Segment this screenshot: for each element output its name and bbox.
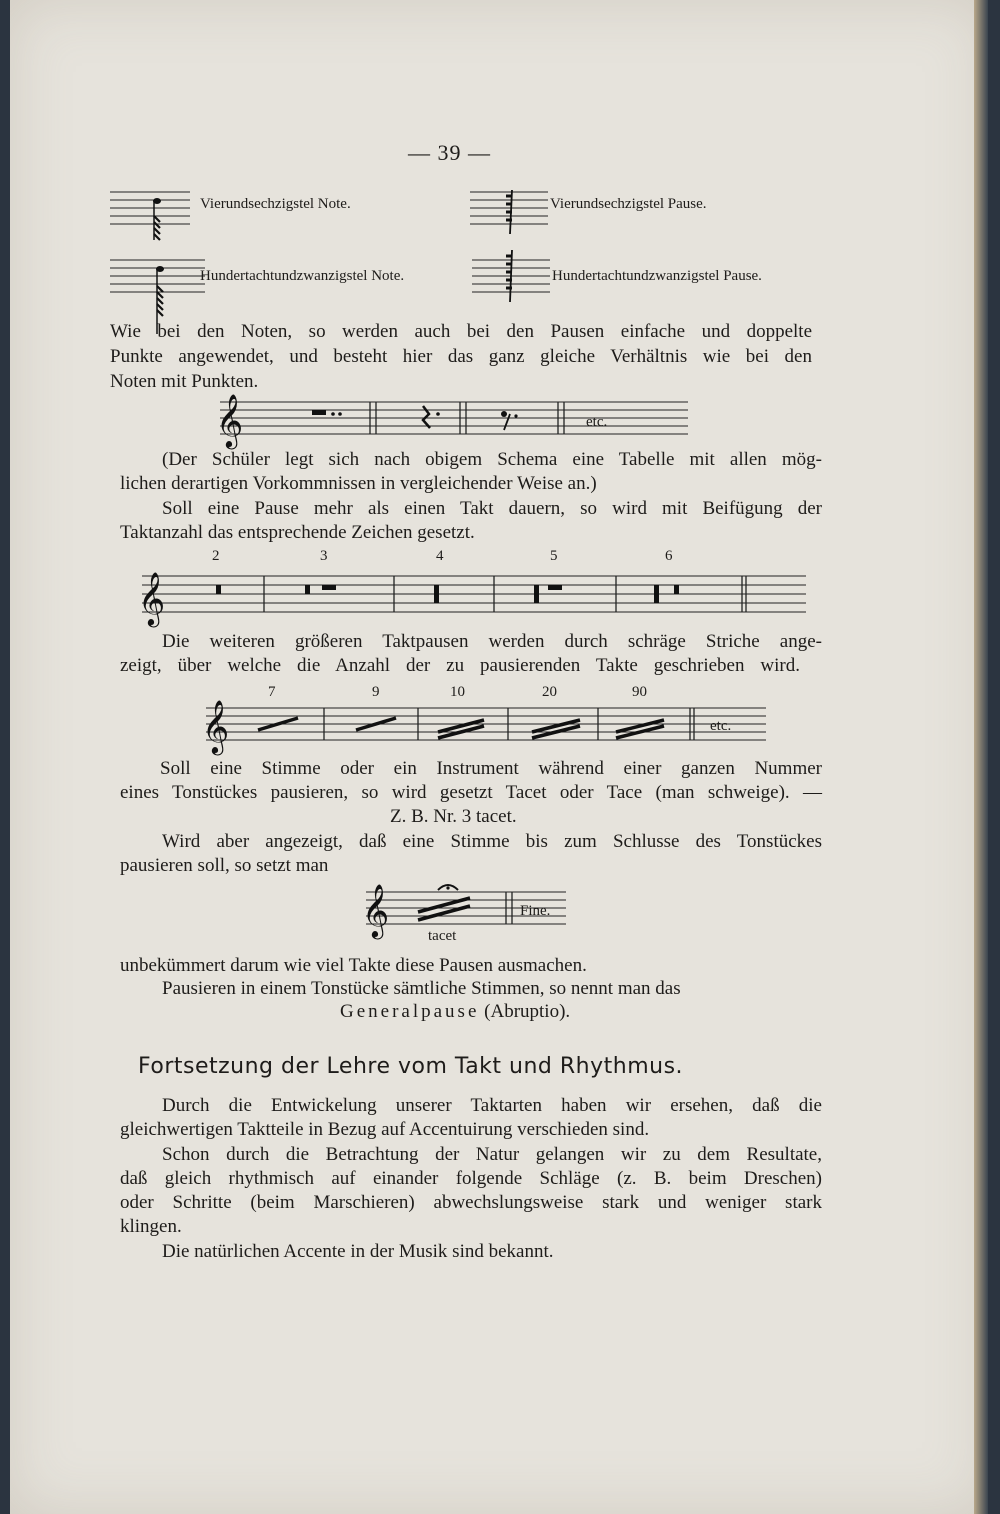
rest64-figure xyxy=(470,188,560,248)
para1-line3: Noten mit Punkten. xyxy=(110,371,259,392)
example4-tacet: tacet xyxy=(428,928,457,944)
ex2-num-4: 4 xyxy=(436,548,444,564)
rest64-label: Vierundsechzigstel Pause. xyxy=(550,196,707,212)
ex2-num-6: 6 xyxy=(665,548,673,564)
note128-label: Hundertachtundzwanzigstel Note. xyxy=(200,268,405,284)
para6-line1: Wird aber angezeigt, daß eine Stimme bis zum Schlusse des Tonstückes xyxy=(162,831,822,852)
book-page xyxy=(10,0,988,1514)
book-edge xyxy=(974,0,988,1514)
treble-clef-icon: 𝄞 xyxy=(216,393,244,447)
ex2-num-3: 3 xyxy=(320,548,328,564)
para10: Die natürlichen Accente in der Musik sind bekannt. xyxy=(162,1241,554,1262)
note64-label: Vierundsechzigstel Note. xyxy=(200,196,351,212)
para2-line2: lichen derartigen Vorkommnissen in vergleichender Weise an.) xyxy=(120,473,597,494)
example3-staff xyxy=(202,699,786,758)
para8-line2: gleichwertigen Taktteile in Bezug auf Accentuirung verschieden sind. xyxy=(120,1119,650,1140)
example3-etc: etc. xyxy=(710,718,732,734)
ex2-num-5: 5 xyxy=(550,548,558,564)
ex3-num-10: 10 xyxy=(450,684,465,700)
para5-line3: Z. B. Nr. 3 tacet. xyxy=(390,806,517,827)
para7-line1: unbekümmert darum wie viel Takte diese Pausen ausmachen. xyxy=(120,955,587,976)
para2-line1: (Der Schüler legt sich nach obigem Schema eine Tabelle mit allen mög- xyxy=(162,449,822,470)
treble-clef-icon: 𝄞 xyxy=(362,883,390,937)
para3-line2: Taktanzahl das entsprechende Zeichen gesetzt. xyxy=(120,522,475,543)
para9-line3: oder Schritte (beim Marschieren) abwechslungsweise stark und weniger stark xyxy=(120,1192,822,1213)
para5-line1: Soll eine Stimme oder ein Instrument während einer ganzen Nummer xyxy=(160,758,822,779)
para9-line1: Schon durch die Betrachtung der Natur gelangen wir zu dem Resultate, xyxy=(162,1144,822,1165)
example1-staff xyxy=(216,393,700,454)
para8-line1: Durch die Entwickelung unserer Taktarten haben wir ersehen, daß die xyxy=(162,1095,822,1116)
example4-fine: Fine. xyxy=(520,903,551,919)
page-number: — 39 — xyxy=(408,140,491,165)
treble-clef-icon: 𝄞 xyxy=(138,571,166,625)
para7-line2: Pausieren in einem Tonstücke sämtliche Stimmen, so nennt man das xyxy=(162,978,681,999)
para9-line2: daß gleich rhythmisch auf einander folgende Schläge (z. B. beim Dreschen) xyxy=(120,1168,822,1189)
ex3-num-9: 9 xyxy=(372,684,380,700)
para3-line1: Soll eine Pause mehr als einen Takt dauern, so wird mit Beifügung der xyxy=(162,498,822,519)
treble-clef-icon: 𝄞 xyxy=(202,699,230,753)
section-heading: Fortsetzung der Lehre vom Takt und Rhythmus. xyxy=(138,1054,684,1079)
example1-etc: etc. xyxy=(586,414,608,430)
para4-line1: Die weiteren größeren Taktpausen werden durch schräge Striche ange- xyxy=(162,631,822,652)
ex3-num-7: 7 xyxy=(268,684,276,700)
para1-line1: Wie bei den Noten, so werden auch bei den Pausen einfache und doppelte xyxy=(110,321,812,342)
ex2-num-2: 2 xyxy=(212,548,220,564)
example2-staff xyxy=(138,568,812,628)
generalpause-word: Generalpause xyxy=(340,1001,480,1022)
rest128-figure xyxy=(472,246,562,316)
para6-line2: pausieren soll, so setzt man xyxy=(120,855,329,876)
generalpause-rest: (Abruptio). xyxy=(479,1001,571,1022)
generalpause-line xyxy=(340,1000,570,1024)
ex3-num-20: 20 xyxy=(542,684,557,700)
rest128-label: Hundertachtundzwanzigstel Pause. xyxy=(552,268,762,284)
para5-line2: eines Tonstückes pausieren, so wird gesetzt Tacet oder Tace (man schweige). — xyxy=(120,782,822,803)
para1-line2: Punkte angewendet, und besteht hier das ganz gleiche Verhältnis wie bei den xyxy=(110,346,812,367)
para4-line2: zeigt, über welche die Anzahl der zu pausierenden Takte geschrieben wird. xyxy=(120,655,800,676)
ex3-num-90: 90 xyxy=(632,684,647,700)
para9-line4: klingen. xyxy=(120,1216,182,1237)
